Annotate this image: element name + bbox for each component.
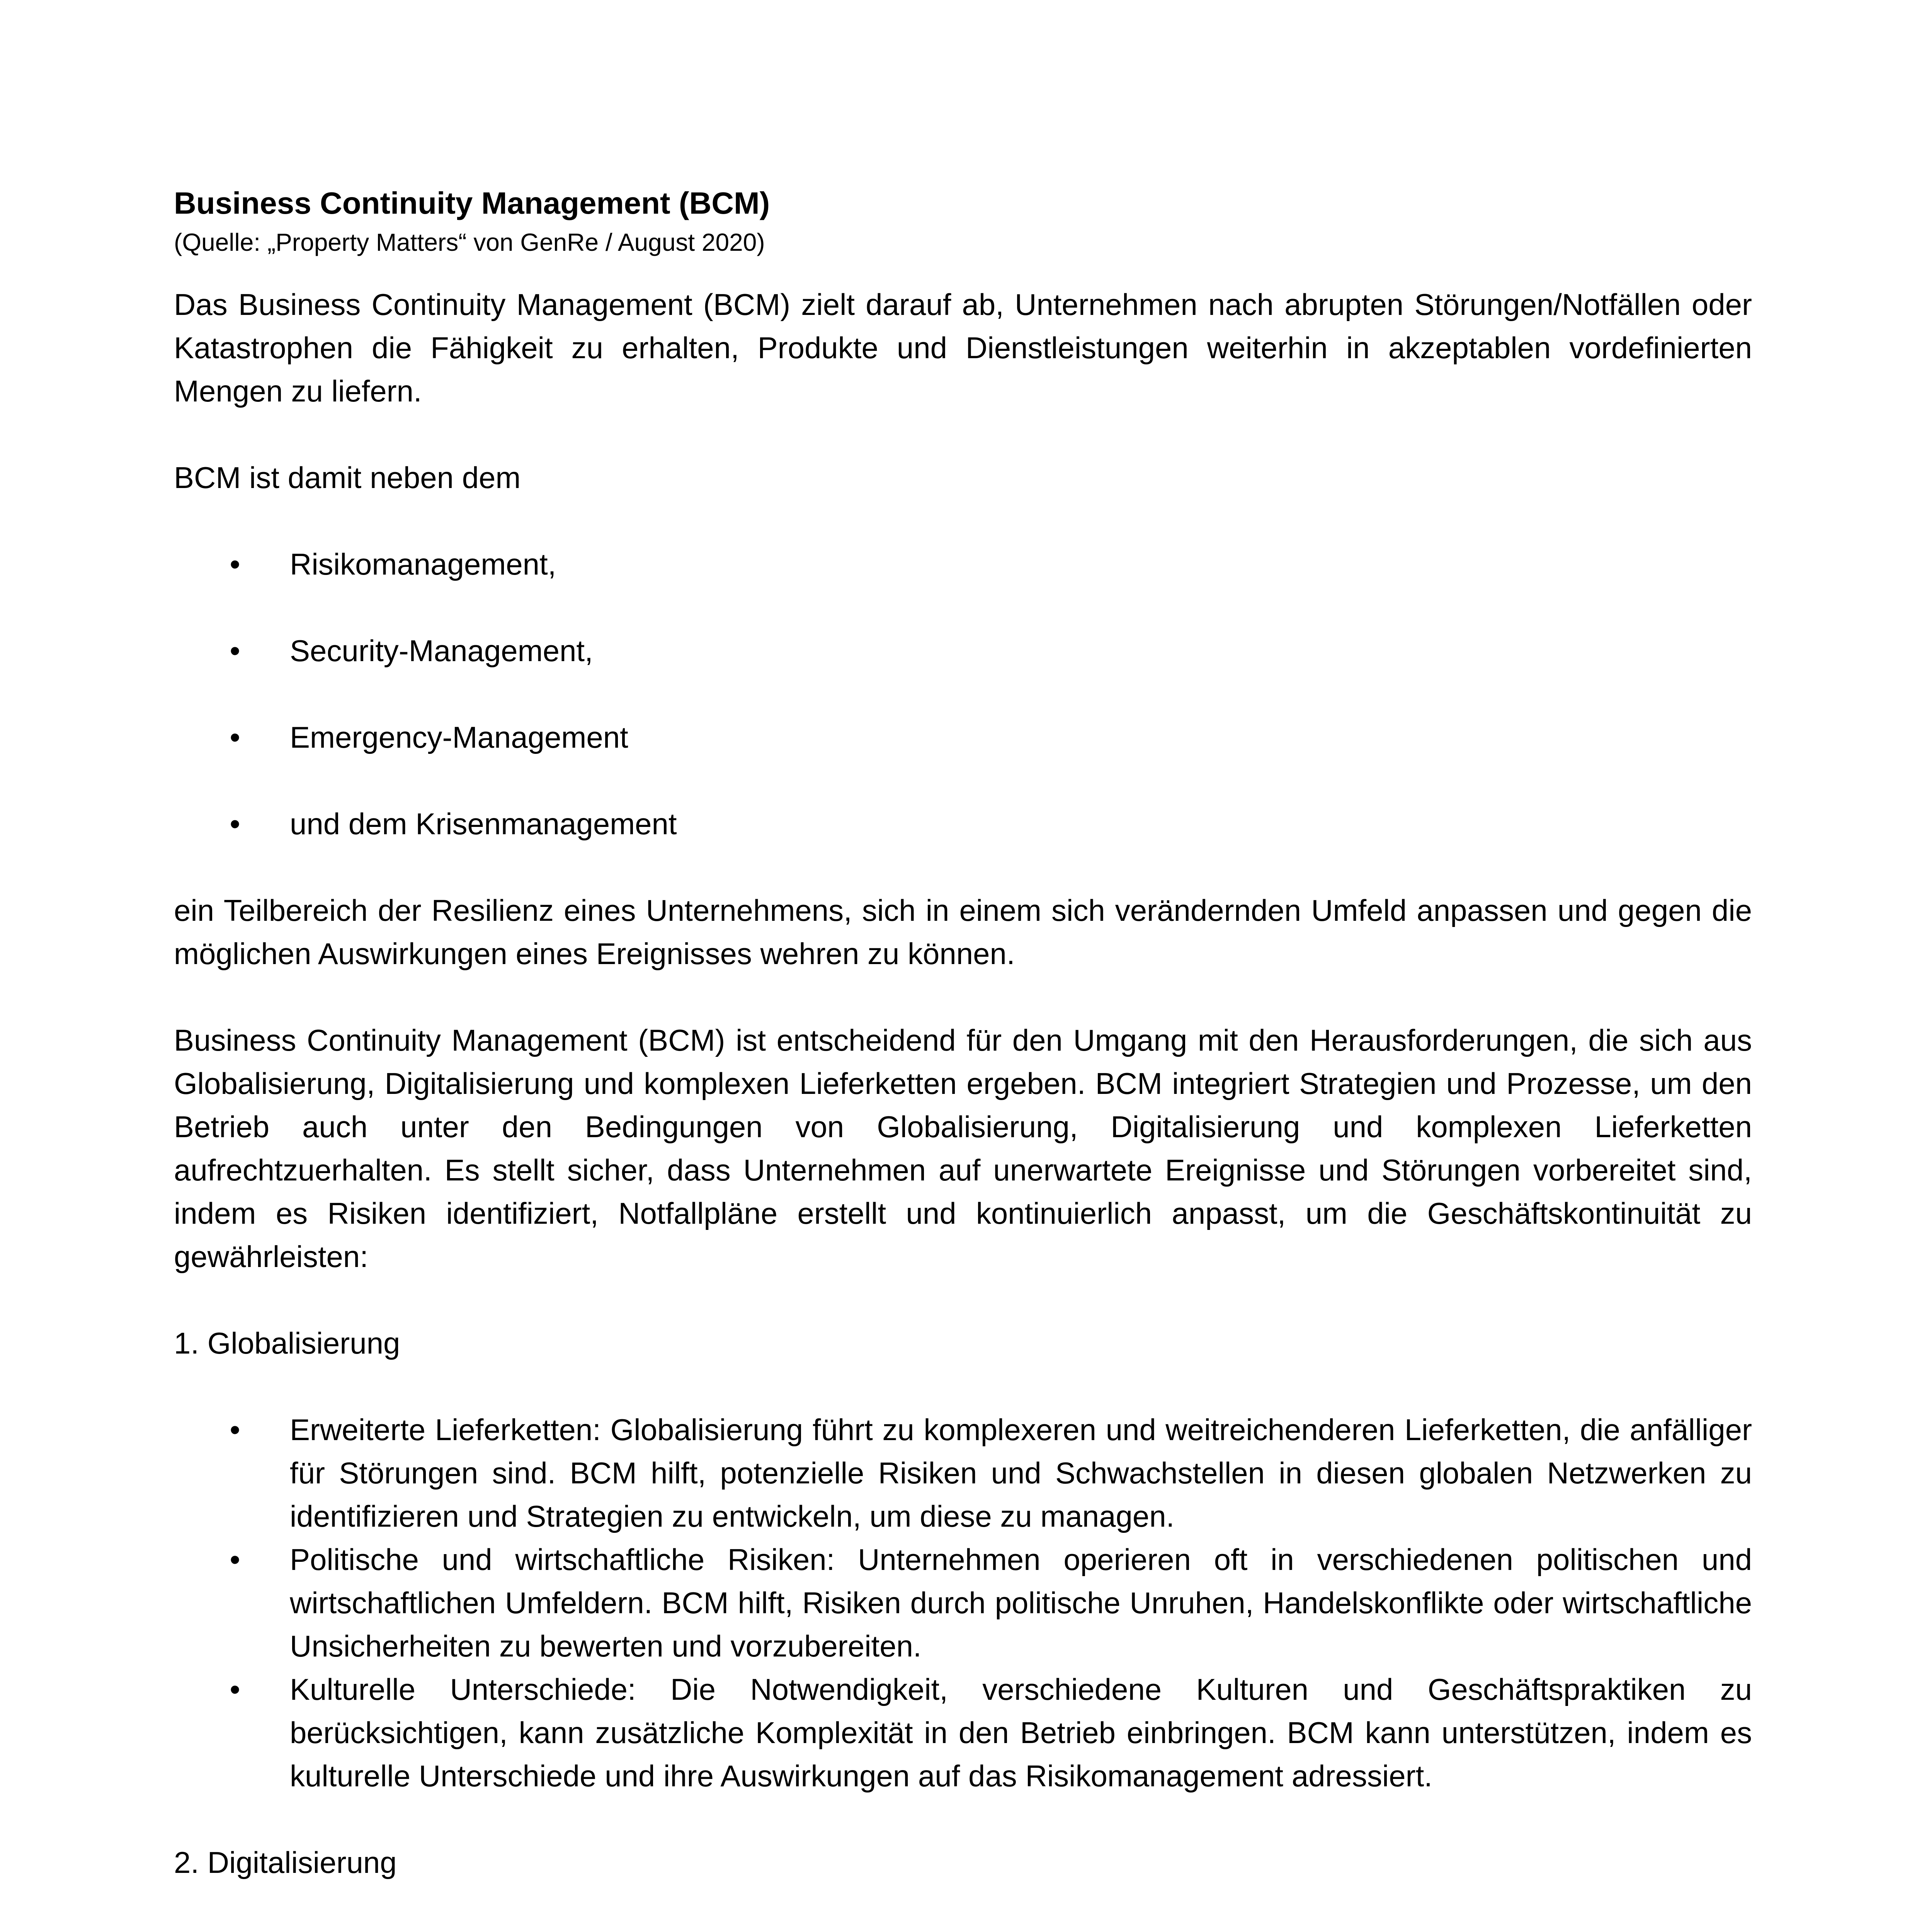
- intro-paragraph: Das Business Continuity Management (BCM) zielt darauf ab, Unternehmen nach abrupten Störungen/Notfällen oder Katastrophen die Fähigkeit zu erhalten, Produkte und Dienstleistungen weiterhin in akzeptablen vordefinierten Mengen zu liefern.: [174, 287, 1752, 408]
- list-item: [174, 629, 1752, 672]
- list-item: [174, 802, 1752, 845]
- bullet-icon: •: [230, 1543, 240, 1577]
- bullet-icon: [223, 1927, 247, 1932]
- source-citation: (Quelle: „Property Matters“ von GenRe / August 2020): [174, 228, 765, 256]
- list-item: [174, 1927, 1752, 1932]
- globalisierung-list: [174, 1408, 1752, 1798]
- after-list-paragraph: ein Teilbereich der Resilienz eines Unternehmens, sich in einem sich verändernden Umfeld anpassen und gegen die möglichen Auswirkungen eines Ereignisses wehren zu können.: [174, 893, 1752, 971]
- list-item-text: Erweiterte Lieferketten: Globalisierung führt zu komplexeren und weitreichenderen Lieferketten, die anfälliger für Störungen sind. BCM hilft, potenzielle Risiken und Schwachstellen in diesen globalen Netzwerken zu identifizieren und Strategien zu entwickeln, um diese zu managen.: [290, 1413, 1752, 1533]
- list-item: [174, 716, 1752, 759]
- list-item-text: Risikomanagement,: [290, 547, 556, 581]
- section-heading-globalisierung: 1. Globalisierung: [174, 1326, 400, 1360]
- list-item-text: und dem Krisenmanagement: [290, 807, 677, 841]
- page-content: [174, 182, 1752, 1932]
- list-item-text: Kulturelle Unterschiede: Die Notwendigkeit, verschiedene Kulturen und Geschäftspraktiken zu berücksichtigen, kann zusätzliche Komplexität in den Betrieb einbringen. BCM kann unterstützen, indem es kulturelle Unterschiede und ihre Auswirkungen auf das Risikomanagement adressiert.: [290, 1672, 1752, 1793]
- section-heading-digitalisierung: 2. Digitalisierung: [174, 1845, 397, 1879]
- bullet-icon: •: [230, 807, 240, 841]
- list-item: [174, 543, 1752, 586]
- bullet-icon: •: [230, 1413, 240, 1447]
- digitalisierung-list: [174, 1927, 1752, 1932]
- list-item-text: Emergency-Management: [290, 720, 628, 754]
- list-item-text: Politische und wirtschaftliche Risiken: Unternehmen operieren oft in verschiedenen politischen und wirtschaftlichen Umfeldern. BCM hilft, Risiken durch politische Unruhen, Handelskonflikte oder wirtschaftliche Unsicherheiten zu bewerten und vorzubereiten.: [290, 1543, 1752, 1663]
- list-item: [174, 1538, 1752, 1668]
- lead-sentence: BCM ist damit neben dem: [174, 461, 521, 495]
- bullet-icon: •: [230, 634, 240, 668]
- bcm-paragraph: Business Continuity Management (BCM) ist entscheidend für den Umgang mit den Herausforderungen, die sich aus Globalisierung, Digitalisierung und komplexen Lieferketten ergeben. BCM integriert Strategien und Prozesse, um den Betrieb auch unter den Bedingungen von Globalisierung, Digitalisierung und komplexen Lieferketten aufrechtzuerhalten. Es stellt sicher, dass Unternehmen auf unerwartete Ereignisse und Störungen vorbereitet sind, indem es Risiken identifiziert, Notfallpläne erstellt und kontinuierlich anpasst, um die Geschäftskontinuität zu gewährleisten:: [174, 1023, 1752, 1274]
- bullet-icon: •: [230, 547, 240, 581]
- management-list: [174, 543, 1752, 845]
- bullet-icon: •: [230, 1672, 240, 1706]
- page-title: Business Continuity Management (BCM): [174, 186, 770, 220]
- list-item-text: Security-Management,: [290, 634, 593, 668]
- list-item: [174, 1408, 1752, 1538]
- list-item: [174, 1668, 1752, 1798]
- bullet-icon: •: [230, 720, 240, 754]
